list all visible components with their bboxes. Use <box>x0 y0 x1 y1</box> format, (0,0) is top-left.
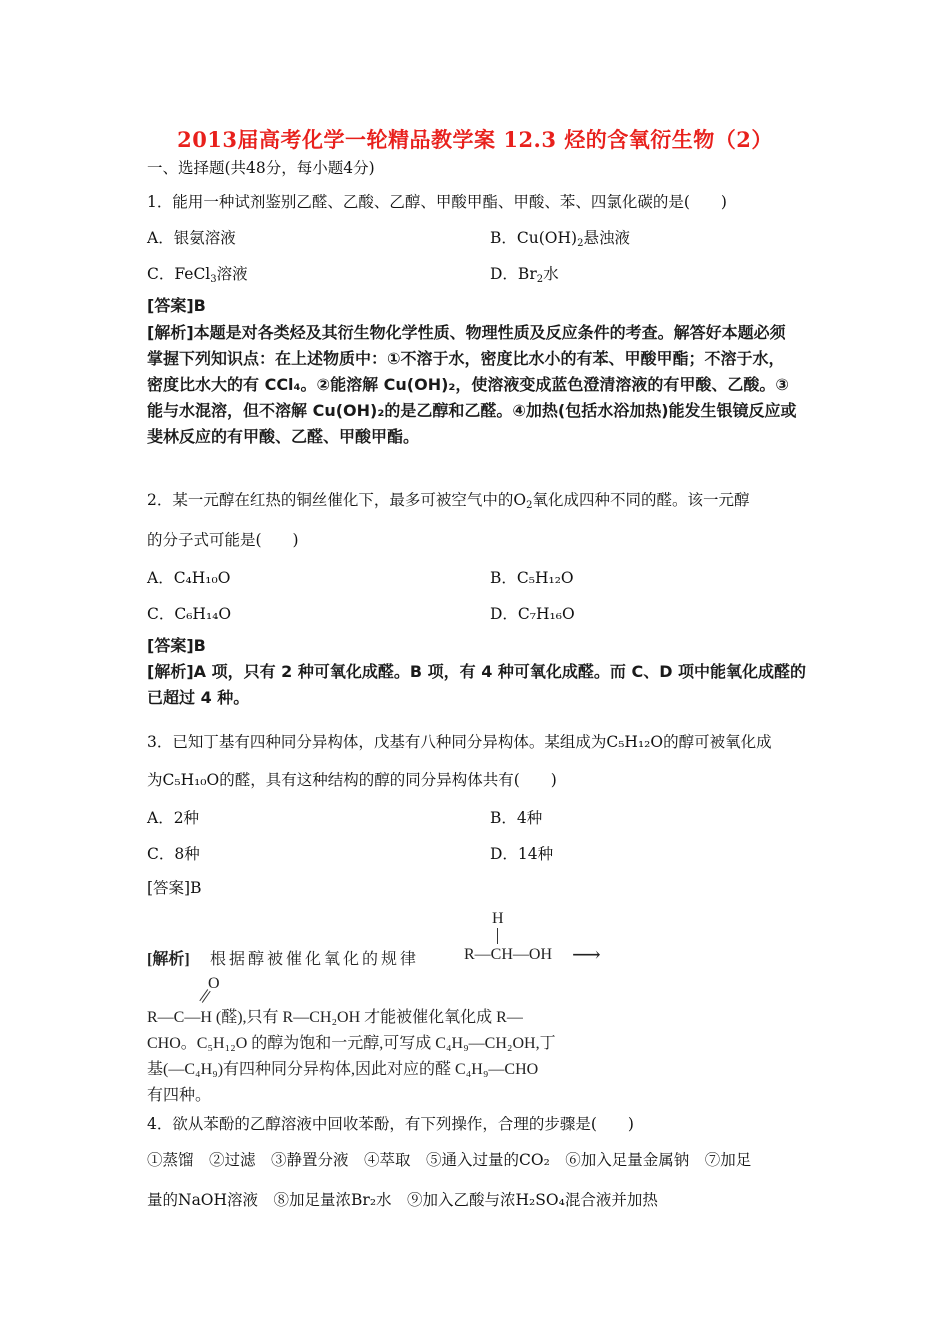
q1-explain-line: 密度比水大的有 CCl₄。②能溶解 Cu(OH)₂，使溶液变成蓝色澄清溶液的有甲酸、乙酸。③ <box>147 375 789 394</box>
q3-answer: [答案]B <box>147 879 202 897</box>
q3-option-a: A．2种 <box>147 809 200 827</box>
q3-explain-label: [解析] <box>147 951 190 968</box>
q3-option-b: B．4种 <box>490 809 543 827</box>
q2-answer: [答案]B <box>147 636 206 655</box>
q4-stem: 4．欲从苯酚的乙醇溶液中回收苯酚，有下列操作，合理的步骤是( ) <box>147 1115 634 1133</box>
q1-option-c: C．FeCl$_3$溶液 <box>147 265 248 285</box>
q1-explain-line: 掌握下列知识点：在上述物质中：①不溶于水，密度比水小的有苯、甲酸甲酯；不溶于水， <box>147 349 785 368</box>
page-title: 2013届高考化学一轮精品教学案 12.3 烃的含氧衍生物（2） <box>177 127 773 152</box>
q1-answer: [答案]B <box>147 296 206 315</box>
q3-explain-text: CHO。C₅H₁₂O 的醇为饱和一元醇,可写成 C₄H₉—CH₂OH,丁 <box>147 1035 556 1052</box>
q3-stem: 3．已知丁基有四种同分异构体，戊基有八种同分异构体。某组成为C₅H₁₂O的醇可被氧化成 <box>147 733 772 751</box>
q3-option-c: C．8种 <box>147 845 200 863</box>
q2-option-c: C．C₆H₁₄O <box>147 605 232 623</box>
q4-operations: ①蒸馏 ②过滤 ③静置分液 ④萃取 ⑤通入过量的CO₂ ⑥加入足量金属钠 ⑦加足 <box>147 1151 752 1169</box>
q3-explain-text: R—C—H (醛),只有 R—CH₂OH 才能被催化氧化成 R— <box>147 1009 523 1026</box>
q3-option-d: D．14种 <box>490 845 554 863</box>
q2-option-a: A．C₄H₁₀O <box>147 569 231 587</box>
q3-explain-text: 根据醇被催化氧化的规律 <box>210 951 420 968</box>
q1-explain-line: 能与水混溶，但不溶解 Cu(OH)₂的是乙醇和乙醛。④加热(包括水浴加热)能发生银镜反应或 <box>147 401 797 420</box>
formula-alcohol: R—CH—OH <box>464 946 553 963</box>
q4-operations-cont: 量的NaOH溶液 ⑧加足量浓Br₂水 ⑨加入乙酸与浓H₂SO₄混合液并加热 <box>147 1191 658 1209</box>
q2-explain-line: 已超过 4 种。 <box>147 688 250 707</box>
q3-stem-cont: 为C₅H₁₀O的醛，具有这种结构的醇的同分异构体共有( ) <box>147 771 557 789</box>
q1-explain-line: 斐林反应的有甲酸、乙醛、甲酸甲酯。 <box>147 427 420 446</box>
formula-h-atom: H <box>492 910 504 927</box>
section-heading: 一、选择题(共48分，每小题4分) <box>147 159 375 177</box>
q2-option-d: D．C₇H₁₆O <box>490 605 575 623</box>
reaction-arrow: ⟶ <box>572 944 601 966</box>
q2-option-b: B．C₅H₁₂O <box>490 569 574 587</box>
q1-option-b: B．$Cu(OH)_2$悬浊液 <box>490 229 630 249</box>
formula-o-atom: O <box>208 975 220 992</box>
q3-explain-text: 基(—C₄H₉)有四种同分异构体,因此对应的醛 C₄H₉—CHO <box>147 1061 539 1078</box>
q2-stem: 2．某一元醇在红热的铜丝催化下，最多可被空气中的$O_2$氧化成四种不同的醛。该一元醇 <box>147 491 750 511</box>
q1-option-d: D．$Br_2$水 <box>490 265 559 285</box>
q1-option-a: A．银氨溶液 <box>147 229 236 247</box>
q1-stem: 1．能用一种试剂鉴别乙醛、乙酸、乙醇、甲酸甲酯、甲酸、苯、四氯化碳的是( ) <box>147 193 727 211</box>
formula-bond-line <box>497 928 498 944</box>
q2-explain-line: [解析]A 项，只有 2 种可氧化成醛。B 项，有 4 种可氧化成醛。而 C、D 项中能氧化成醛的 <box>147 662 807 681</box>
formula-double-bond <box>199 989 210 1003</box>
q3-explain-text: 有四种。 <box>147 1087 212 1104</box>
q1-explain-line: [解析]本题是对各类烃及其衍生物化学性质、物理性质及反应条件的考查。解答好本题必须 <box>147 323 786 342</box>
q2-stem-cont: 的分子式可能是( ) <box>147 531 299 549</box>
